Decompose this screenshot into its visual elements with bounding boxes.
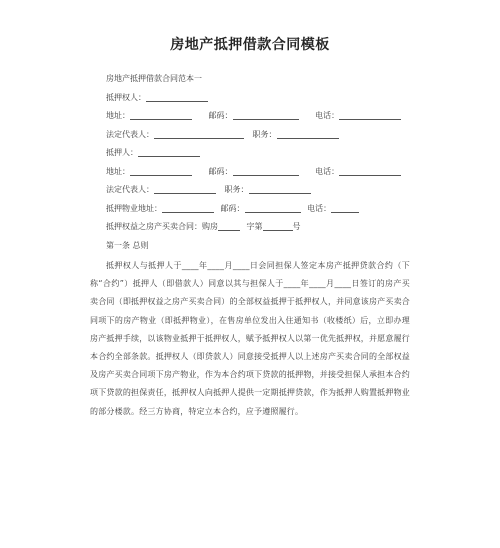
contract-char: 字第 [246, 222, 263, 231]
mortgagee-blank [146, 92, 208, 102]
phone-label-1: 电话： [315, 111, 340, 120]
property-address-label: 抵押物业地址： [106, 203, 162, 213]
address-label-1: 地址： [106, 111, 130, 120]
mortgagee-rep-line [90, 126, 410, 145]
contract-label: 抵押权益之房产买卖合同：购房 [106, 222, 218, 231]
contract-line [90, 218, 410, 237]
position-label-1: 职务： [252, 129, 277, 139]
mortgagor-address-line [90, 163, 410, 182]
phone-blank-1 [339, 110, 401, 120]
document-title: 房地产抵押借款合同模板 [170, 37, 330, 53]
legal-rep-blank-2 [154, 184, 216, 194]
position-label-2: 职务： [224, 185, 249, 194]
postcode-blank-1 [233, 110, 299, 120]
address-blank-1 [130, 110, 192, 120]
mortgagee-label: 抵押权人： [106, 92, 146, 102]
mortgagor-rep-line [90, 181, 410, 200]
document-subtitle: 房地产抵押借款合同范本一 [106, 74, 202, 83]
phone-label-2: 电话： [315, 166, 340, 176]
mortgagor-line [90, 144, 410, 163]
mortgagor-blank [138, 147, 200, 157]
legal-rep-label-2: 法定代表人： [106, 185, 154, 194]
phone-blank-2 [339, 166, 401, 176]
postcode-label-3: 邮码： [220, 203, 245, 213]
contract-no: 号 [292, 222, 301, 231]
contract-blank-1 [218, 221, 240, 231]
postcode-blank-2 [233, 166, 299, 176]
mortgagor-label: 抵押人： [106, 148, 138, 157]
contract-blank-2 [263, 221, 293, 231]
property-address-blank [162, 203, 214, 213]
postcode-blank-3 [245, 203, 301, 213]
position-blank-1 [277, 129, 339, 139]
legal-rep-blank-1 [154, 129, 244, 139]
legal-rep-label-1: 法定代表人： [106, 129, 154, 139]
mortgagee-address-line [90, 107, 410, 126]
mortgagee-line [90, 89, 410, 108]
address-blank-2 [130, 166, 192, 176]
article-1-body: 抵押权人与抵押人于____年____月____日会同担保人签定本房产抵押贷款合约（下称“合约”）抵押人（即借款人）同意以其与担保人于____年____月____日签订的房产买卖合同（即抵押权益之房产买卖合同）的全部权益抵押于抵押权人，并同意该房产买卖合同项下的房产物业（即抵押物业），在售房单位发出入住通知书（收楼纸）后，立即办理房产抵押手续，以该物业抵押于抵押权人，赋予抵押权人以第一优先抵押权，并愿意履行本合约全部条款。抵押权人（即贷款人）同意接受抵押人以上述房产买卖合同的全部权益及房产买卖合同项下房产物业，作为本合约项下贷款的抵押物，并接受担保人承担本合约项下贷款的担保责任，抵押权人向抵押人提供一定期抵押贷款，作为抵押人购置抵押物业的部分楼款。经三方协商，特定立本合约，应予遵照履行。 [90, 261, 410, 416]
postcode-label-2: 邮码： [208, 166, 233, 176]
postcode-label-1: 邮码： [208, 111, 233, 120]
position-blank-2 [249, 184, 311, 194]
address-label-2: 地址： [106, 166, 130, 176]
document-body [90, 70, 410, 421]
phone-label-3: 电话： [307, 203, 332, 213]
phone-blank-3 [331, 203, 359, 213]
property-address-line [90, 200, 410, 219]
article-1-heading: 第一条 总则 [106, 240, 149, 250]
